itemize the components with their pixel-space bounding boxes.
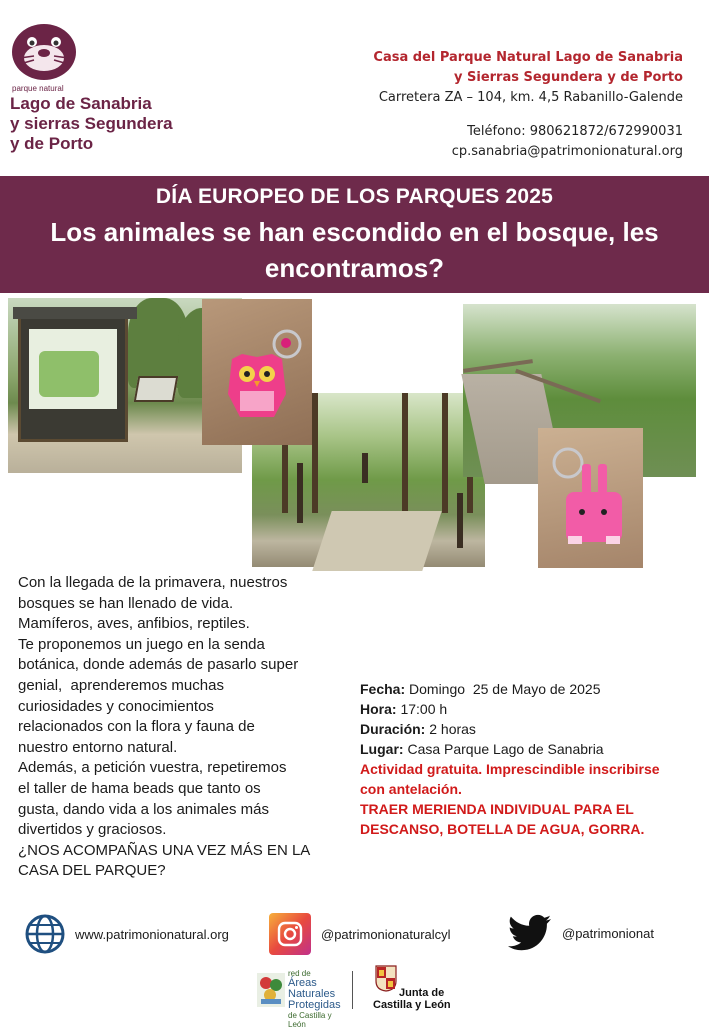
event-description: Con la llegada de la primavera, nuestros bosques se han llenado de vida. Mamíferos, aves, anfibios, reptiles. Te proponemos un juego en la senda botánica, donde además de pasarlo super genial, aprenderemos muchas curiosidades y conocimientos relacionados con la flora y fauna de nuestro entorno natural. Además, a petición vuestra, repetiremos el taller de hama beads que tanto os gusta, dando vida a los animales más divertidos y graciosos. ¿NOS ACOMPAÑAS UNA VEZ MÁS EN LA CASA DEL PARQUE? xyxy=(18,574,311,880)
instagram-handle[interactable]: @patrimonionaturalcyl xyxy=(321,926,451,942)
logo-small-label: parque natural xyxy=(12,84,64,93)
logo-park-name: Lago de Sanabria y sierras Segundera y de Porto xyxy=(10,94,173,153)
banner-title: Los animales se han escondido en el bosque, les encontramos? xyxy=(50,217,659,283)
contact-phone: Teléfono: 980621872/672990031 xyxy=(467,124,683,139)
notice-bring-1: TRAER MERIENDA INDIVIDUAL PARA EL xyxy=(360,801,634,817)
contact-email[interactable]: cp.sanabria@patrimonionatural.org xyxy=(451,144,683,159)
contact-block xyxy=(353,48,683,162)
junta-label: Junta de Castilla y León xyxy=(373,987,451,1011)
event-details xyxy=(360,679,690,839)
notice-bring-2: DESCANSO, BOTELLA DE AGUA, GORRA. xyxy=(360,821,645,837)
contact-title-line2: y Sierras Segundera y de Porto xyxy=(454,70,683,85)
footer-website[interactable] xyxy=(25,914,229,954)
detail-time: Hora: 17:00 h xyxy=(360,701,448,717)
photo-hama-owl xyxy=(202,299,312,445)
contact-title-line1: Casa del Parque Natural Lago de Sanabria xyxy=(373,50,683,65)
contact-address: Carretera ZA – 104, km. 4,5 Rabanillo-Galende xyxy=(378,90,683,105)
website-link[interactable]: www.patrimonionatural.org xyxy=(75,926,229,942)
detail-place: Lugar: Casa Parque Lago de Sanabria xyxy=(360,741,604,757)
twitter-handle[interactable]: @patrimonionat xyxy=(562,925,654,941)
footer-twitter[interactable] xyxy=(508,914,654,952)
notice-register: con antelación. xyxy=(360,781,462,797)
otter-icon xyxy=(10,20,78,82)
park-logo xyxy=(10,20,180,160)
notice-free: Actividad gratuita. Imprescindible inscribirse xyxy=(360,761,660,777)
photo-hama-bunny xyxy=(538,428,643,568)
banner-subtitle: DÍA EUROPEO DE LOS PARQUES 2025 xyxy=(155,185,554,208)
twitter-bird-icon xyxy=(508,914,552,952)
event-banner xyxy=(0,176,709,293)
protected-areas-network-icon xyxy=(257,973,285,1007)
logo-divider xyxy=(352,971,353,1009)
footer-instagram[interactable] xyxy=(269,913,451,955)
instagram-icon xyxy=(269,913,311,955)
detail-duration: Duración: 2 horas xyxy=(360,721,476,737)
protected-areas-label: red de Áreas Naturales Protegidas de Castilla y León xyxy=(288,969,341,1029)
detail-date: Fecha: Domingo 25 de Mayo de 2025 xyxy=(360,681,601,697)
institution-logos xyxy=(257,965,457,1029)
globe-icon xyxy=(25,914,65,954)
